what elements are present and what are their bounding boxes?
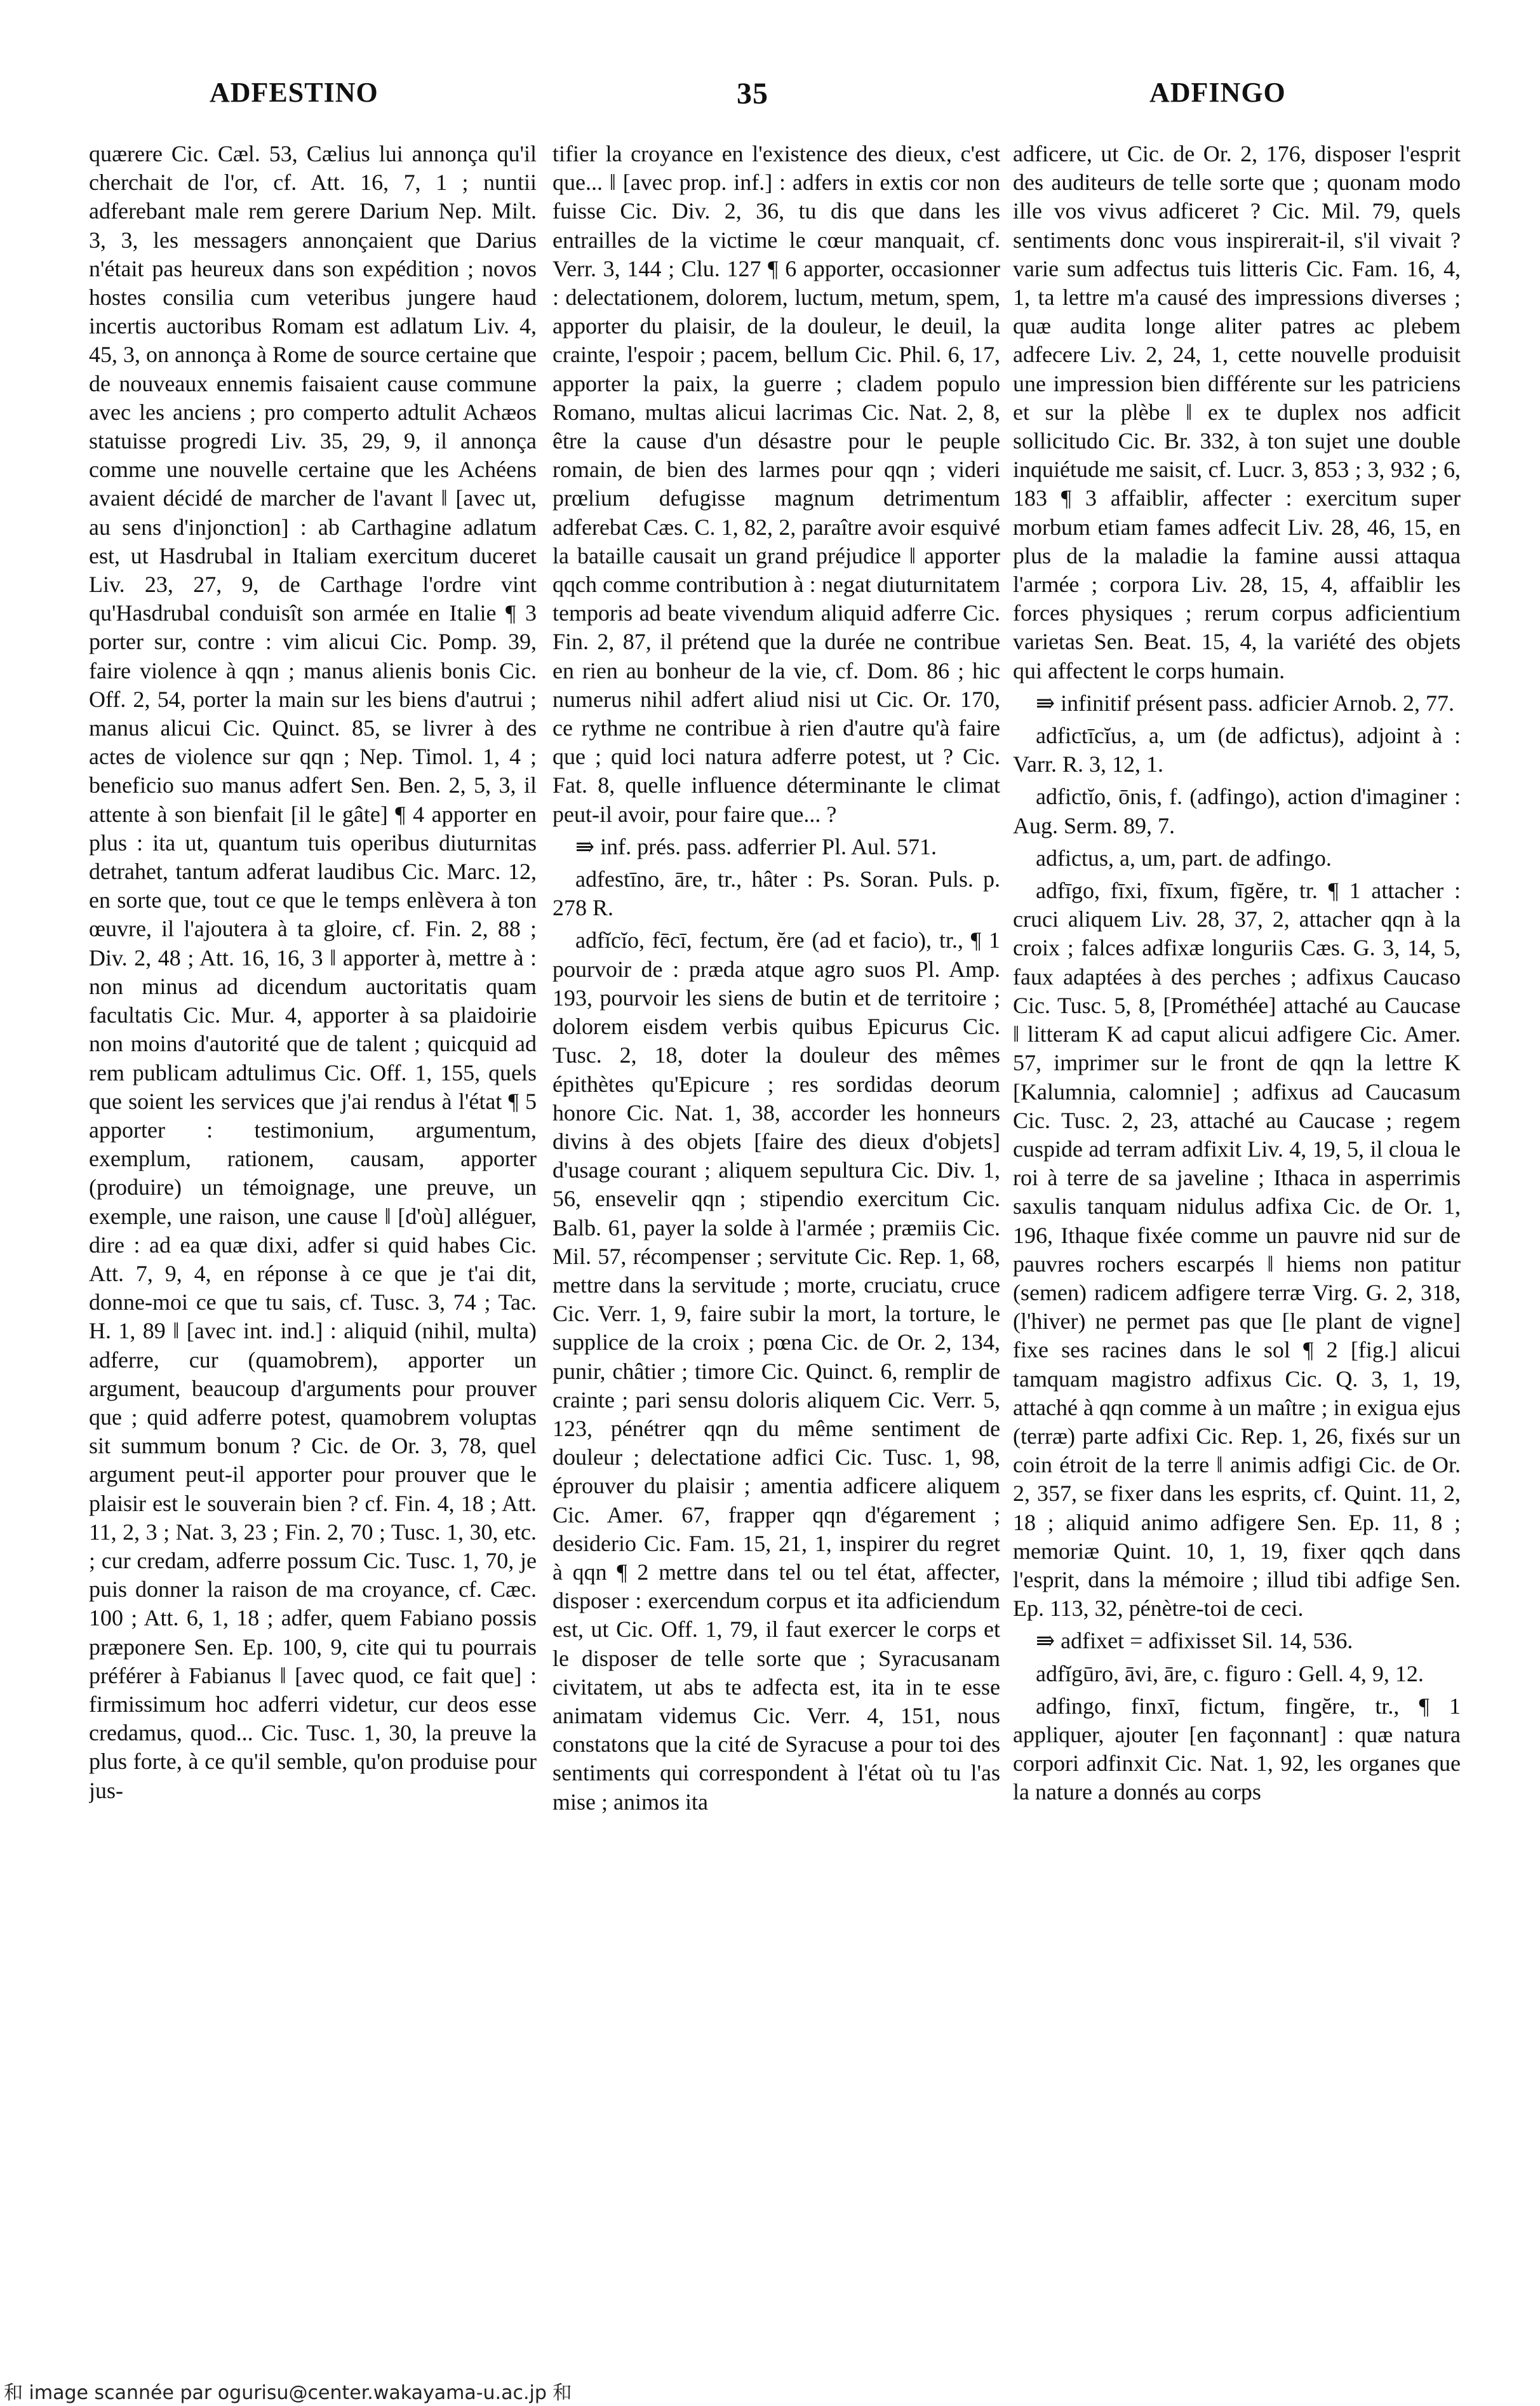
entry-adficticius: adfictīcĭus, a, um (de adfictus), adjoint à : Varr. R. 3, 12, 1.: [1013, 723, 1461, 777]
header-left-headword: ADFESTINO: [210, 77, 378, 108]
page-header: [0, 76, 1540, 127]
scan-credit-footer: 和 image scannée par ogurisu@center.wakayama-u.ac.jp 和: [4, 2382, 572, 2404]
column-3-text: adficere, ut Cic. de Or. 2, 176, disposer l'esprit des auditeurs de telle sorte que ; quonam modo ille vos vivus adficeret ? Cic. Mil. 79, quels sentiments donc vous inspirerait-il, s'il vivait ? varie sum adfectus tuis litteris Cic. Fam. 16, 4, 1, ta lettre m'a causé des impressions diverses ; quæ audita longe aliter patres ac plebem adfecere Liv. 2, 24, 1, cette nouvelle produisit une impression bien différente sur les patriciens et sur la plèbe ‖ ex te duplex nos adficit sollicitudo Cic. Br. 332, à ton sujet une double inquiétude me saisit, cf. Lucr. 3, 853 ; 3, 932 ; 6, 183 ¶ 3 affaiblir, affecter : exercitum super morbum etiam fames adfecit Liv. 28, 46, 15, en plus de la maladie la famine aussi attaqua l'armée ; corpora Liv. 28, 15, 4, affaiblir les forces physiques ; rerum corpus adficientium varietas Sen. Beat. 15, 4, la variété des objets qui affectent le corps humain.: [1013, 141, 1461, 683]
header-right-headword: ADFINGO: [1149, 77, 1286, 108]
note-adficier: ⇛ infinitif présent pass. adficier Arnob. 2, 77.: [1036, 690, 1455, 716]
column-1-text: quærere Cic. Cæl. 53, Cælius lui annonça qu'il cherchait de l'or, cf. Att. 16, 7, 1 ; nuntii adferebant male rem gerere Darium Nep. Milt. 3, 3, les messagers annonçaient que Darius n'était pas heureux dans son expédition ; novos hostes consilia cum veteribus jungere haud incertis auctoribus Romam est adlatum Liv. 4, 45, 3, on annonça à Rome de source certaine que de nouveaux ennemis faisaient cause commune avec les anciens ; pro comperto adtulit Achæos statuisse progredi Liv. 35, 29, 9, il annonça comme une nouvelle certaine que les Achéens avaient décidé de marcher de l'avant ‖ [avec ut, au sens d'injonction] : ab Carthagine adlatum est, ut Hasdrubal in Italiam exercitum duceret Liv. 23, 27, 9, de Carthage l'ordre vint qu'Hasdrubal conduisît son armée en Italie ¶ 3 porter sur, contre : vim alicui Cic. Pomp. 39, faire violence à qqn ; manus alienis bonis Cic. Off. 2, 54, porter la main sur les biens d'autrui ; manus alicui Cic. Quinct. 85, se livrer à des actes de violence sur qqn ; Nep. Timol. 1, 4 ; beneficio suo manus adfert Sen. Ben. 2, 5, 3, il attente à son bienfait [il le gâte] ¶ 4 apporter en plus : ita ut, quantum tuis operibus diuturnitas detrahet, tantum adferat laudibus Cic. Marc. 12, en sorte que, tout ce que le temps enlèvera à ton œuvre, il l'ajoutera à ta gloire, cf. Fin. 2, 88 ; Div. 2, 48 ; Att. 16, 16, 3 ‖ apporter à, mettre à : non minus ad dicendum auctoritatis quam facultatis Cic. Mur. 4, apporter à sa plaidoirie non moins d'autorité que de talent ; quicquid ad rem publicam adtulimus Cic. Off. 1, 155, quels que soient les services que j'ai rendus à l'état ¶ 5 apporter : testimonium, argumentum, exemplum, rationem, causam, apporter (produire) un témoignage, une preuve, un exemple, une raison, une cause ‖ [d'où] alléguer, dire : ad ea quæ dixi, adfer si quid habes Cic. Att. 7, 9, 4, en réponse à ce que je t'ai dit, donne-moi ce que tu sais, cf. Tusc. 3, 74 ; Tac. H. 1, 89 ‖ [avec int. ind.] : aliquid (nihil, multa) adferre, cur (quamobrem), apporter un argument, beaucoup d'arguments pour prouver que ; quid adferre potest, quamobrem voluptas sit summum bonum ? Cic. de Or. 3, 78, quel argument peut-il apporter pour prouver que le plaisir est le souverain bien ? cf. Fin. 4, 18 ; Att. 11, 2, 3 ; Nat. 3, 23 ; Fin. 2, 70 ; Tusc. 1, 30, etc. ; cur credam, adferre possum Cic. Tusc. 1, 70, je puis donner la raison de ma croyance, cf. Cæc. 100 ; Att. 6, 1, 18 ; adfer, quem Fabiano possis præponere Sen. Ep. 100, 9, cite qui tu pourrais préférer à Fabianus ‖ [avec quod, ce fait que] : firmissimum hoc adferri videtur, cur deos esse credamus, quod... Cic. Tusc. 1, 30, la preuve la plus forte, à ce qu'il semble, qu'on produise pour jus-: [89, 141, 537, 1803]
column-1: [89, 140, 537, 2325]
entry-adficio: adfĭcĭo, fēcī, fectum, ĕre (ad et facio), tr., ¶ 1 pourvoir de : præda atque agro suos Pl. Amp. 193, pourvoir les siens de butin et de territoire ; dolorem eisdem verbis quibus Epicurus Cic. Tusc. 2, 18, doter la douleur des mêmes épithètes qu'Epicure ; res sordidas deorum honore Cic. Nat. 1, 38, accorder les honneurs divins à des objets [faire des dieux d'objets] d'usage courant ; aliquem sepultura Cic. Div. 1, 56, ensevelir qqn ; stipendio exercitum Cic. Balb. 61, payer la solde à l'armée ; præmiis Cic. Mil. 57, récompenser ; servitute Cic. Rep. 1, 68, mettre dans la servitude ; morte, cruciatu, cruce Cic. Verr. 1, 9, faire subir la mort, la torture, le supplice de la croix ; pœna Cic. de Or. 2, 134, punir, châtier ; timore Cic. Quinct. 6, remplir de crainte ; pari sensu doloris aliquem Cic. Verr. 5, 123, pénétrer qqn du même sentiment de douleur ; delectatione adfici Cic. Tusc. 1, 98, éprouver du plaisir ; amentia adficere aliquem Cic. Amer. 67, frapper qqn d'égarement ; desiderio Cic. Fam. 15, 21, 1, inspirer du regret à qqn ¶ 2 mettre dans tel ou tel état, affecter, disposer : exercendum corpus et ita adficiendum est, ut Cic. Off. 1, 79, il faut exercer le corps et le disposer de telle sorte que ; Syracusanam civitatem, ut abs te adfecta est, ita in te esse animatam videmus Cic. Verr. 4, 151, nous constatons que la cité de Syracuse a pour toi des sentiments qui correspondent à l'état où tu l'as mise ; animos ita: [552, 927, 1000, 1815]
entry-adfingo: adfingo, finxī, fictum, fingĕre, tr., ¶ 1 appliquer, ajouter [en façonnant] : quæ natura corpori adfinxit Cic. Nat. 1, 92, les organes que la nature a donnés au corps: [1013, 1693, 1461, 1805]
entry-adfictus: adfictus, a, um, part. de adfingo.: [1036, 845, 1332, 871]
note-adfixet: ⇛ adfixet = adfixisset Sil. 14, 536.: [1036, 1628, 1353, 1654]
entry-adfigo: adfīgo, fīxi, fīxum, fīgĕre, tr. ¶ 1 attacher : cruci aliquem Liv. 28, 37, 2, attacher qqn à la croix ; falces adfixæ longuriis Cæs. G. 3, 14, 5, faux adaptées à des perches ; adfixus Caucaso Cic. Tusc. 5, 8, [Prométhée] attaché au Caucase ‖ litteram K ad caput alicui adfigere Cic. Amer. 57, imprimer sur le front de qqn la lettre K [Kalumnia, calomnie] ; adfixus ad Caucasum Cic. Tusc. 2, 23, attaché au Caucase ; regem cuspide ad terram adfixit Liv. 4, 19, 5, il cloua le roi à terre de sa javeline ; Ithaca in asperrimis saxulis tanquam nidulus adfixa Cic. de Or. 1, 196, Ithaque fixée comme un pauvre nid sur de pauvres rochers escarpés ‖ hiems non patitur (semen) radicem adfigere terræ Virg. G. 2, 318, (l'hiver) ne permet pas que [le plant de vigne] fixe ses racines dans le sol ¶ 2 [fig.] alicui tamquam magistro adfixus Cic. Q. 3, 1, 19, attaché à qqn comme à un maître ; in exigua ejus (terræ) parte adfixi Cic. Rep. 1, 26, fixés sur un coin étroit de la terre ‖ animis adfigi Cic. de Or. 2, 357, se fixer dans les esprits, cf. Quint. 11, 2, 18 ; aliquid animo adfigere Sen. Ep. 11, 8 ; memoriæ Quint. 10, 1, 19, fixer qqch dans l'esprit, dans la mémoire ; illud tibi adfige Sen. Ep. 113, 32, pénètre-toi de ceci.: [1013, 878, 1461, 1622]
note-adferrier: ⇛ inf. prés. pass. adferrier Pl. Aul. 571.: [575, 833, 937, 859]
column-2-text: tifier la croyance en l'existence des dieux, c'est que... ‖ [avec prop. inf.] : adfers in extis cor non fuisse Cic. Div. 2, 36, tu dis que dans les entrailles de la victime le cœur manquait, cf. Verr. 3, 144 ; Clu. 127 ¶ 6 apporter, occasionner : delectationem, dolorem, luctum, metum, spem, apporter du plaisir, de la douleur, le deuil, la crainte, l'espoir ; pacem, bellum Cic. Phil. 6, 17, apporter la paix, la guerre ; cladem populo Romano, multas alicui lacrimas Cic. Nat. 2, 8, être la cause d'un désastre pour le peuple romain, de bien des larmes pour qqn ; videri prœlium defugisse magnum detrimentum adferebat Cæs. C. 1, 82, 2, paraître avoir esquivé la bataille causait un grand préjudice ‖ apporter qqch comme contribution à : negat diuturnitatem temporis ad beate vivendum aliquid adferre Cic. Fin. 2, 87, il prétend que la durée ne contribue en rien au bonheur de la vie, cf. Dom. 86 ; hic numerus nihil adfert aliud nisi ut Cic. Or. 170, ce rythme ne contribue à rien d'autre qu'à faire que ; quid loci natura adferre potest, ut ? Cic. Fat. 8, quelle influence déterminante le climat peut-il avoir, pour faire que... ?: [552, 141, 1000, 827]
entry-adfiguro: adfĭgūro, āvi, āre, c. figuro : Gell. 4, 9, 12.: [1036, 1660, 1424, 1686]
column-3: [1013, 140, 1461, 2325]
page-number: 35: [737, 77, 768, 111]
entry-adfestino: adfestīno, āre, tr., hâter : Ps. Soran. Puls. p. 278 R.: [552, 866, 1000, 921]
column-2: [552, 140, 1000, 2325]
entry-adfictio: adfictĭo, ōnis, f. (adfingo), action d'imaginer : Aug. Serm. 89, 7.: [1013, 784, 1461, 838]
